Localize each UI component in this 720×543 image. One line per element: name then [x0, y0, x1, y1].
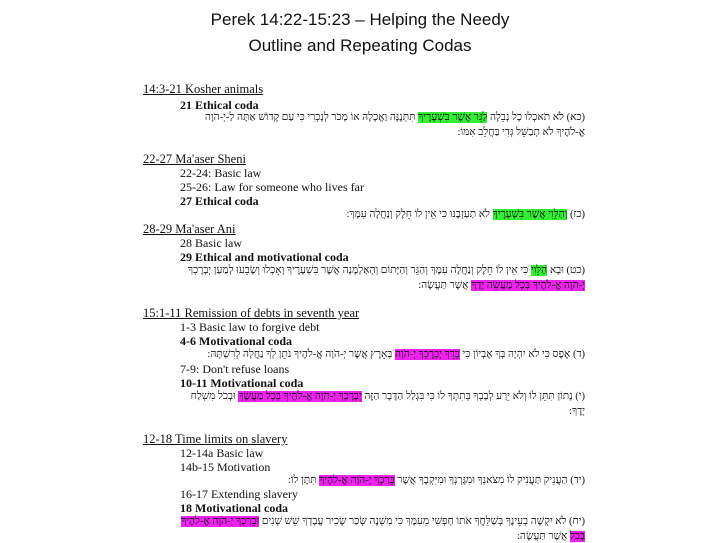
hebrew-verse-line	[135, 390, 585, 403]
outline-item: 12-14a Basic law	[180, 446, 264, 460]
section-heading: 28-29 Ma'aser Ani	[143, 222, 236, 236]
highlighted-phrase: יְ-הֹוָה אֱ-לֹהֶיךָ בְּכָל מַעֲשֵׂה יָדְךָ	[471, 280, 585, 291]
outline-item: 7-9: Don't refuse loans	[180, 362, 290, 376]
verse-text: תִּתֶּן לוֹ:	[287, 475, 320, 486]
outline-item: 10-11 Motivational coda	[180, 376, 304, 390]
verse-text: (כט) וּבָא	[547, 265, 585, 276]
verse-text: כִּי אֵין לוֹ חֵלֶק וְנַחֲלָה עִמָּךְ וְהַגֵּר וְהַיָּתוֹם וְהָאַלְמָנָה אֲשֶׁר בִּשְׁעָרֶיךָ וְאָכְלוּ וְשָׂבֵעוּ לְמַעַן יְבָרֶכְךָ	[187, 265, 531, 276]
verse-text: (יח) לֹא יִקְשֶׁה בְעֵינֶךָ בְּשַׁלֵּחֲךָ אֹתוֹ חָפְשִׁי מֵעִמָּךְ כִּי מִשְׁנֶה שְׂכַר שָׂכִיר עֲבָדְךָ שֵׁשׁ שָׁנִים	[259, 516, 585, 527]
hebrew-verse-line	[135, 515, 585, 528]
verse-text: אֲשֶׁר תַּעֲשֶׂה:	[517, 531, 570, 542]
outline-item: 18 Motivational coda	[180, 501, 288, 515]
highlighted-phrase: בְּכֹל	[569, 531, 585, 542]
page-subtitle: Outline and Repeating Codas	[248, 36, 472, 55]
highlighted-phrase: יְבָרֶכְךָ יְ-הֹוָה אֱ-לֹהֶיךָ בְּכָל מַעֲשֶׂךָ	[238, 391, 362, 402]
verse-text: אֱ-לֹהֶיךָ לֹא תְבַשֵּׁל גְּדִי בַּחֲלֵב אִמּוֹ:	[457, 127, 585, 138]
highlighted-phrase: וְהַלֵּוִי אֲשֶׁר בִּשְׁעָרֶיךָ	[492, 209, 568, 220]
verse-text: (יד) הַעֲנֵיק תַּעֲנִיק לוֹ מִצֹּאנְךָ וּמִגָּרְנְךָ וּמִיִּקְבֶךָ אֲשֶׁר	[394, 475, 585, 486]
verse-text: אֲשֶׁר תַּעֲשֶׂה:	[418, 280, 472, 291]
outline-item: 27 Ethical coda	[180, 194, 259, 208]
hebrew-verse-line	[135, 208, 585, 221]
verse-text: יָדֶךָ:	[569, 406, 585, 417]
verse-text: (י) נָתוֹן תִּתֵּן לוֹ וְלֹא יֵרַע לְבָבְךָ בְּתִתְּךָ לוֹ כִּי בִּגְלַל הַדָּבָר הַזֶּה	[361, 391, 585, 402]
outline-item: 21 Ethical coda	[180, 98, 259, 112]
section-heading: 22-27 Ma'aser Sheni	[143, 152, 246, 166]
hebrew-verse-line	[135, 405, 585, 418]
outline-item: 1-3 Basic law to forgive debt	[180, 320, 320, 334]
verse-text: תִּתְּנֶנָּה וַאֲכָלָהּ אוֹ מָכֹר לְנָכְרִי כִּי עַם קָדוֹשׁ אַתָּה לַ-יְ-הֹוָה	[204, 112, 419, 123]
outline-item: 25-26: Law for someone who lives far	[180, 180, 364, 194]
hebrew-verse-line	[135, 530, 585, 543]
verse-text: (כז)	[567, 209, 585, 220]
page-title: Perek 14:22-15:23 – Helping the Needy	[210, 10, 510, 29]
outline-item: 22-24: Basic law	[180, 166, 262, 180]
outline-item: 16-17 Extending slavery	[180, 487, 298, 501]
highlighted-phrase: בָרֵךְ יְבָרֶכְךָ יְ-הֹוָה	[395, 349, 460, 360]
verse-text: בָּאָרֶץ אֲשֶׁר יְ-הֹוָה אֱ-לֹהֶיךָ נֹתֵן לְךָ נַחֲלָה לְרִשְׁתָּהּ:	[207, 349, 395, 360]
highlighted-phrase: וּבֵרַכְךָ יְ-הֹוָה אֱ-לֹהֶיךָ	[181, 516, 260, 527]
verse-text: וּבְכֹל מִשְׁלַח	[190, 391, 239, 402]
outline-item: 4-6 Motivational coda	[180, 334, 292, 348]
hebrew-verse-line	[135, 126, 585, 139]
highlighted-phrase: לַגֵּר אֲשֶׁר בִּשְׁעָרֶיךָ	[418, 112, 488, 123]
outline-item: 14b-15 Motivation	[180, 460, 271, 474]
highlighted-phrase: בֵּרַכְךָ יְ-הֹוָה אֱ-לֹהֶיךָ	[319, 475, 395, 486]
verse-text: (כא) לֹא תֹאכְלוּ כָל נְבֵלָה	[487, 112, 585, 123]
section-heading: 15:1-11 Remission of debts in seventh year	[143, 306, 360, 320]
outline-item: 29 Ethical and motivational coda	[180, 250, 349, 264]
hebrew-verse-line	[135, 111, 585, 124]
hebrew-verse-line	[135, 279, 585, 292]
hebrew-verse-line	[135, 348, 585, 361]
hebrew-verse-line	[135, 474, 585, 487]
verse-text: לֹא תַעַזְבֶנּוּ כִּי אֵין לוֹ חֵלֶק וְנַחֲלָה עִמָּךְ:	[346, 209, 493, 220]
hebrew-verse-line	[135, 264, 585, 277]
section-heading: 12-18 Time limits on slavery	[143, 432, 288, 446]
section-heading: 14:3-21 Kosher animals	[143, 82, 264, 96]
highlighted-phrase: הַלֵּוִי	[530, 265, 548, 276]
outline-item: 28 Basic law	[180, 236, 242, 250]
verse-text: (ד) אֶפֶס כִּי לֹא יִהְיֶה בְּךָ אֶבְיוֹן כִּי	[459, 349, 585, 360]
